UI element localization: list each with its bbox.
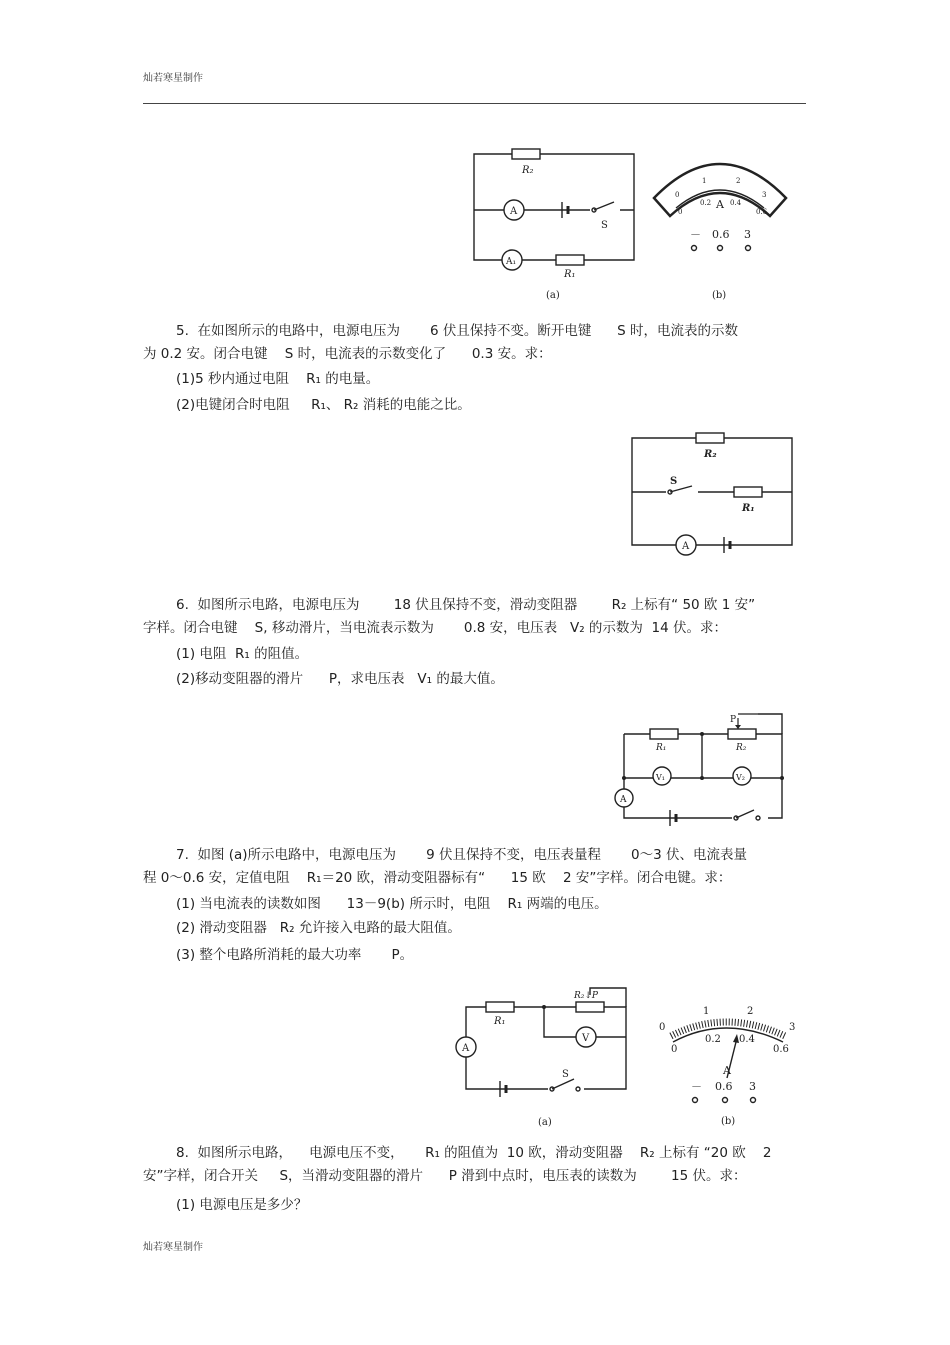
q5-line-1: 5. 在如图所示的电路中，电源电压为 6 伏且保持不变。断开电键 S 时，电流表的示数 (176, 323, 738, 339)
q6-line-1: 6. 如图所示电路，电源电压为 18 伏且保持不变，滑动变阻器 R₂ 上标有“ 50 欧 1 安” (176, 597, 756, 613)
svg-text:0.6: 0.6 (773, 1044, 789, 1055)
svg-text:0.2: 0.2 (700, 199, 712, 207)
svg-text:0: 0 (659, 1022, 666, 1033)
svg-text:0: 0 (671, 1044, 678, 1055)
caption-b: (b) (712, 290, 727, 301)
svg-text:R₁: R₁ (564, 269, 576, 280)
figure-q5-circuit (628, 430, 798, 560)
q7-sub-1: (1) 当电流表的读数如图 13－9(b) 所示时，电阻 R₁ 两端的电压。 (176, 896, 608, 912)
svg-text:A: A (510, 206, 518, 217)
q7-line-2: 程 0～0.6 安，定值电阻 R₁＝20 欧，滑动变阻器标有“ 15 欧 2 安”字样。闭合电键。求： (143, 870, 732, 886)
q8-line-2: 安”字样，闭合开关 S，当滑动变阻器的滑片 P 滑到中点时，电压表的读数为 15 伏。求： (143, 1168, 747, 1184)
figure-q7-meter-b (655, 1000, 805, 1130)
q6-sub-2: (2)移动变阻器的滑片 P，求电压表 V₁ 的最大值。 (176, 671, 504, 687)
svg-text:S: S (670, 476, 678, 487)
svg-text:S: S (562, 1069, 569, 1080)
caption-b: (b) (721, 1116, 736, 1127)
resistor-r1 (556, 255, 584, 265)
q5-line-2: 为 0.2 安。闭合电键 S 时，电流表的示数变化了 0.3 安。求： (143, 346, 552, 362)
page-header: 灿若寒星制作 (143, 73, 203, 84)
svg-text:2: 2 (736, 177, 741, 185)
label-switch-s: S (601, 220, 608, 231)
svg-text:3: 3 (762, 191, 767, 199)
q7-sub-2: (2) 滑动变阻器 R₂ 允许接入电路的最大阻值。 (176, 920, 461, 936)
svg-text:3: 3 (789, 1022, 796, 1033)
svg-text:A: A (682, 541, 690, 552)
svg-text:R₁: R₁ (494, 1016, 506, 1027)
figure-q7-circuit-a (450, 985, 635, 1130)
svg-text:－: － (691, 1080, 702, 1093)
label-r2: R₂ (522, 165, 534, 176)
svg-text:A: A (462, 1043, 470, 1054)
q5-sub-2: (2)电键闭合时电阻 R₁、 R₂ 消耗的电能之比。 (176, 397, 471, 413)
svg-text:V₁: V₁ (656, 773, 665, 782)
caption-a: (a) (546, 290, 560, 301)
svg-text:R₁: R₁ (656, 743, 667, 753)
svg-text:0: 0 (675, 191, 680, 199)
svg-text:0.6: 0.6 (756, 208, 768, 216)
svg-text:1: 1 (703, 1006, 710, 1017)
svg-text:R₂: R₂ (736, 743, 747, 753)
svg-text:V₂: V₂ (736, 773, 745, 782)
svg-text:R₂: R₂ (704, 449, 717, 460)
svg-text:3: 3 (744, 228, 751, 241)
caption-a: (a) (538, 1117, 552, 1128)
svg-text:3: 3 (749, 1080, 756, 1093)
svg-text:R₂↓P: R₂↓P (574, 991, 598, 1001)
resistor-r2 (512, 149, 540, 159)
svg-text:A₁: A₁ (506, 257, 517, 267)
svg-text:1: 1 (702, 177, 707, 185)
q5-sub-1: (1)5 秒内通过电阻 R₁ 的电量。 (176, 371, 380, 387)
svg-text:A: A (620, 795, 627, 805)
q8-line-1: 8. 如图所示电路， 电源电压不变， R₁ 的阻值为 10 欧，滑动变阻器 R₂ 上标有 “20 欧 2 (176, 1145, 772, 1161)
svg-text:0.6: 0.6 (715, 1080, 733, 1093)
svg-text:A: A (723, 1064, 731, 1077)
svg-text:V: V (582, 1033, 590, 1044)
q7-line-1: 7. 如图 (a)所示电路中，电源电压为 9 伏且保持不变，电压表量程 0～3 伏、电流表量 (176, 847, 747, 863)
svg-text:2: 2 (747, 1006, 754, 1017)
q6-line-2: 字样。闭合电键 S, 移动滑片，当电流表示数为 0.8 安，电压表 V₂ 的示数为 14 伏。求： (143, 620, 727, 636)
svg-text:0.6: 0.6 (712, 228, 730, 241)
q7-sub-3: (3) 整个电路所消耗的最大功率 P。 (176, 947, 414, 963)
svg-text:A: A (716, 198, 724, 211)
header-divider (143, 103, 806, 104)
svg-text:0.4: 0.4 (739, 1034, 755, 1045)
svg-text:－: － (690, 228, 701, 241)
svg-text:0: 0 (678, 208, 683, 216)
svg-text:R₁: R₁ (742, 503, 755, 514)
figure-top-meter-b (650, 150, 790, 305)
figure-q6-circuit (608, 710, 788, 830)
figure-top-circuit-a (470, 140, 640, 305)
q6-sub-1: (1) 电阻 R₁ 的阻值。 (176, 646, 309, 662)
page-footer: 灿若寒星制作 (143, 1242, 203, 1253)
svg-text:0.4: 0.4 (730, 199, 742, 207)
svg-text:0.2: 0.2 (705, 1034, 721, 1045)
q8-sub-1: (1) 电源电压是多少？ (176, 1197, 308, 1213)
svg-text:P: P (730, 715, 737, 725)
